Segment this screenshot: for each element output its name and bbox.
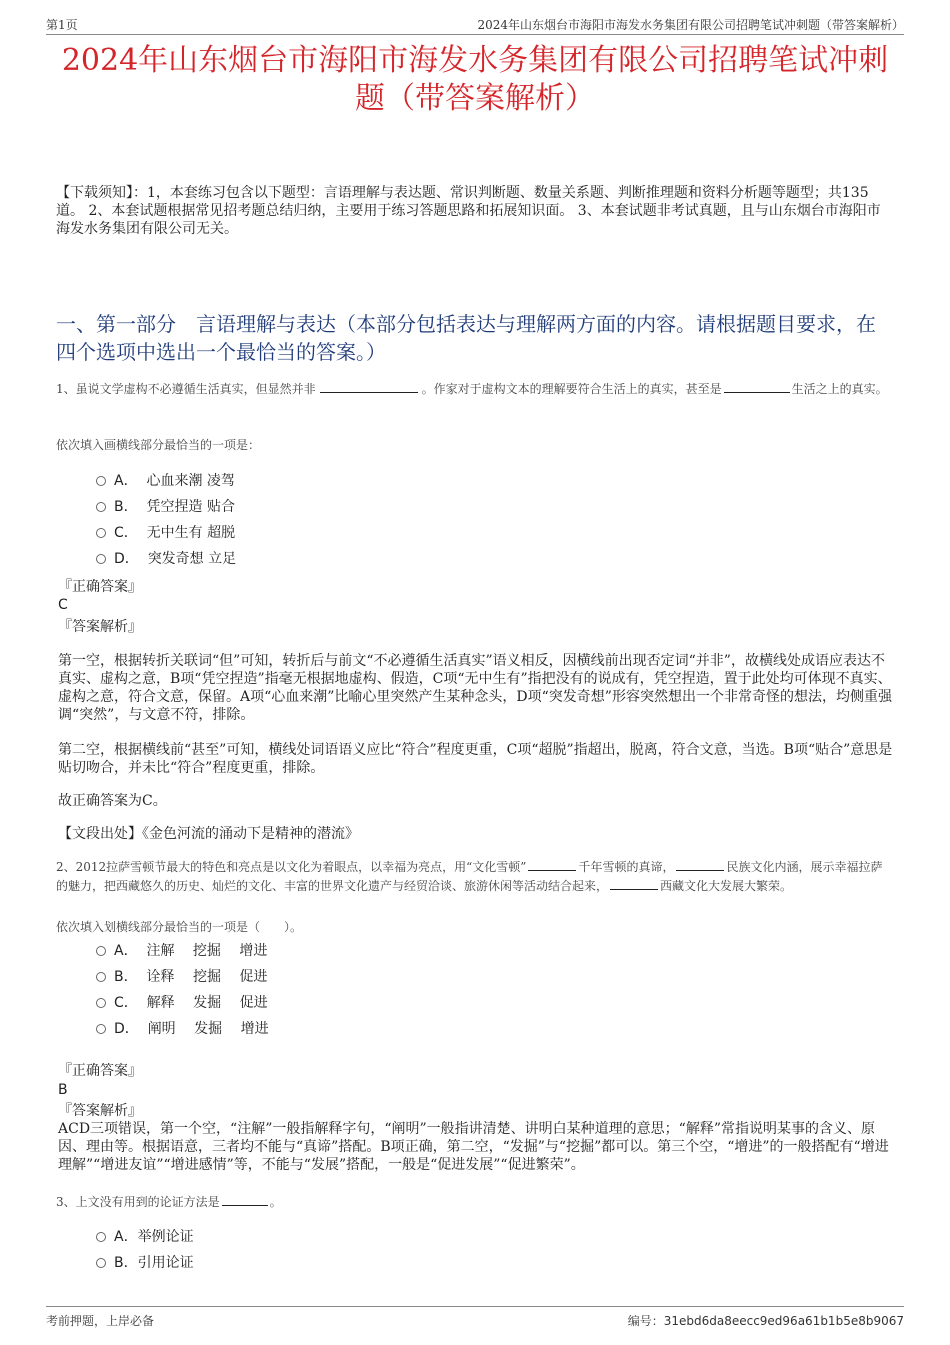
radio-icon[interactable]: [96, 528, 106, 538]
q3-option-a[interactable]: A．举例论证: [96, 1224, 194, 1250]
q1-analysis-paragraph-3: 故正确答案为C。: [58, 793, 167, 809]
q2-stem-part-d: 西藏文化大发展大繁荣。: [660, 879, 793, 893]
q1-analysis-paragraph-2: 第二空，根据横线前“甚至”可知，横线处词语语义应比“符合”程度更重，C项“超脱”指超出，脱离，符合文意，当选。B项“贴合”意思是贴切吻合，并未比“符合”程度更重，排除。: [58, 742, 893, 776]
q2-blank-2: [676, 858, 724, 871]
page-number: 第1页: [46, 18, 78, 32]
q3-option-b[interactable]: B．引用论证: [96, 1250, 194, 1276]
q2-answer: B: [58, 1082, 68, 1098]
question-3-stem: [56, 1193, 894, 1212]
q1-option-d[interactable]: D． 突发奇想 立足: [96, 546, 236, 572]
q2-stem-part-a: 2、2012拉萨雪顿节最大的特色和亮点是以文化为着眼点，以幸福为亮点，用“文化雪顿”: [56, 860, 527, 874]
q1-answer-label: 『正确答案』: [58, 579, 142, 595]
q1-options: [96, 468, 236, 572]
q1-analysis-paragraph-1: 第一空，根据转折关联词“但”可知，转折后与前文“不必遵循生活真实”语义相反，因横线前出现否定词“并非”，故横线处成语应表达不真实、虚构之意，B项“凭空捏造”指毫无根据地虚构、假造，C项“无中生有”指把没有的说成有，凭空捏造，置于此处均可体现不真实、虚构之意，符合文意，保留。A项“心血来潮”比喻心里突然产生某种念头，D项“突发奇想”形容突然想出一个非常奇怪的想法，均侧重强调“突然”，与文意不符，排除。: [58, 653, 892, 723]
q2-analysis-label: 『答案解析』: [58, 1103, 142, 1119]
q1-option-c[interactable]: C． 无中生有 超脱: [96, 520, 236, 546]
header-doc-name: 2024年山东烟台市海阳市海发水务集团有限公司招聘笔试冲刺题（带答案解析）: [477, 18, 904, 32]
q1-answer: C: [58, 597, 68, 613]
q1-blank-2: [724, 380, 790, 393]
q1-blank-1: [320, 380, 418, 393]
page-footer: [46, 1306, 904, 1329]
radio-icon[interactable]: [96, 946, 106, 956]
radio-icon[interactable]: [96, 1258, 106, 1268]
q1-source: 【文段出处】《金色河流的涌动下是精神的潜流》: [58, 826, 359, 842]
download-notice: 【下载须知】：1，本套练习包含以下题型：言语理解与表达题、常识判断题、数量关系题、判断推理题和资料分析题等题型；共135道。 2、本套试题根据常见招考题总结归纳，主要用于练习答题思路和拓展知识面。 3、本套试题非考试真题，且与山东烟台市海阳市海发水务集团有限公司无关。: [56, 185, 881, 237]
q2-options: [96, 938, 269, 1042]
q3-stem-part-a: 3、上文没有用到的论证方法是: [56, 1195, 220, 1209]
radio-icon[interactable]: [96, 476, 106, 486]
q2-blank-1: [528, 858, 576, 871]
radio-icon[interactable]: [96, 1232, 106, 1242]
q2-stem-part-c: 民族文化内涵，展示幸福拉萨的魅力，把西藏悠久的历史、灿烂的文化、丰富的世界文化遗产与经贸洽谈、旅游休闲等活动结合起来，: [56, 860, 883, 893]
document-code: 31ebd6da8eecc9ed96a61b1b5e8b9067: [663, 1314, 904, 1328]
radio-icon[interactable]: [96, 502, 106, 512]
q1-option-b[interactable]: B． 凭空捏造 贴合: [96, 494, 236, 520]
question-2-stem: [56, 858, 894, 896]
footer-slogan: 考前押题，上岸必备: [46, 1314, 155, 1328]
radio-icon[interactable]: [96, 1024, 106, 1034]
title-line-1: 2024年山东烟台市海阳市海发水务集团有限公司招聘笔试冲刺: [61, 43, 889, 78]
q2-prompt: 依次填入划横线部分最恰当的一项是（ ）。: [56, 920, 303, 934]
radio-icon[interactable]: [96, 972, 106, 982]
q2-blank-3: [610, 877, 658, 890]
q1-stem-part-a: 1、虽说文学虚构不必遵循生活真实，但显然并非: [56, 382, 316, 396]
question-1-stem: [56, 380, 894, 399]
radio-icon[interactable]: [96, 554, 106, 564]
title-line-2: 题（带答案解析）: [355, 81, 595, 116]
page-header: [46, 14, 904, 35]
q1-analysis-label: 『答案解析』: [58, 619, 142, 635]
q2-option-d[interactable]: D． 阐明 发掘 增进: [96, 1016, 269, 1042]
q1-stem-part-b: 。作家对于虚构文本的理解要符合生活上的真实，甚至是: [421, 382, 722, 396]
q2-analysis: ACD三项错误，第一个空，“注解”一般指解释字句，“阐明”一般指讲清楚、讲明白某种道理的意思；“解释”常指说明某事的含义、原因、理由等。根据语意，三者均不能与“真谛”搭配。B项正确，第二空，“发掘”与“挖掘”都可以。第三个空，“增进”的一般搭配有“增进理解”“增进友谊”“增进感情”等，不能与“发展”搭配，一般是“促进发展”“促进繁荣”。: [58, 1121, 889, 1173]
q1-prompt: 依次填入画横线部分最恰当的一项是：: [56, 438, 261, 452]
q2-stem-part-b: 千年雪顿的真谛，: [578, 860, 675, 874]
q1-stem-part-c: 生活之上的真实。: [791, 382, 888, 396]
q3-stem-part-b: 。: [269, 1195, 282, 1209]
q3-blank: [222, 1193, 268, 1206]
q2-option-b[interactable]: B． 诠释 挖掘 促进: [96, 964, 269, 990]
radio-icon[interactable]: [96, 998, 106, 1008]
document-title: [46, 42, 904, 118]
q2-answer-label: 『正确答案』: [58, 1063, 142, 1079]
q1-option-a[interactable]: A． 心血来潮 凌驾: [96, 468, 236, 494]
section-title: 一、第一部分 言语理解与表达（本部分包括表达与理解两方面的内容。请根据题目要求，在四个选项中选出一个最恰当的答案。）: [56, 312, 876, 364]
footer-code: 编号：31ebd6da8eecc9ed96a61b1b5e8b9067: [627, 1314, 904, 1328]
q3-options: [96, 1224, 194, 1276]
q2-option-c[interactable]: C． 解释 发掘 促进: [96, 990, 269, 1016]
q2-option-a[interactable]: A． 注解 挖掘 增进: [96, 938, 269, 964]
